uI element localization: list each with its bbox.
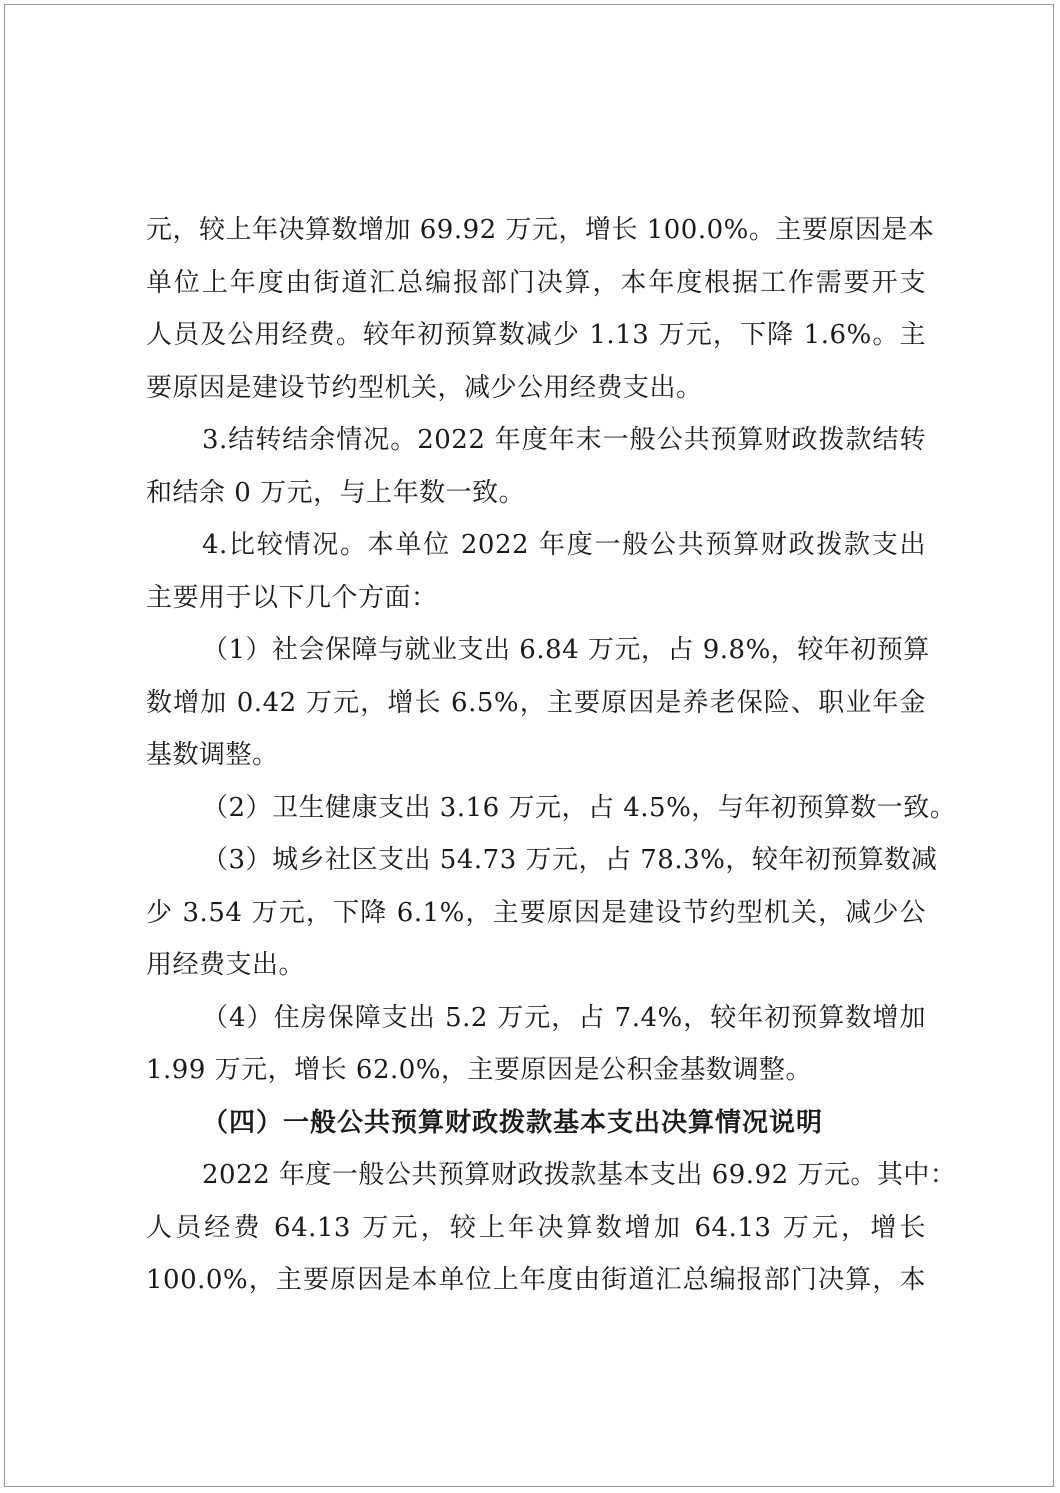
document-body: [146, 204, 957, 1307]
text-line: 数增加 0.42 万元，增长 6.5%，主要原因是养老保险、职业年金: [146, 687, 926, 718]
text-line: 和结余 0 万元，与上年数一致。: [146, 477, 526, 508]
text-line: 用经费支出。: [146, 950, 306, 980]
text-line: 元，较上年决算数增加 69.92 万元，增长 100.0%。主要原因是本: [146, 215, 935, 245]
text-line: （2）卫生健康支出 3.16 万元，占 4.5%，与年初预算数一致。: [202, 792, 957, 823]
text-line: （1）社会保障与就业支出 6.84 万元，占 9.8%，较年初预算: [202, 635, 930, 665]
text-line: 人员及公用经费。较年初预算数减少 1.13 万元，下降 1.6%。主: [146, 320, 926, 350]
text-line: 100.0%，主要原因是本单位上年度由街道汇总编报部门决算，本: [146, 1265, 926, 1295]
section-heading: （四）一般公共预算财政拨款基本支出决算情况说明: [202, 1107, 824, 1138]
text-line: 基数调整。: [146, 740, 279, 770]
text-line: 4.比较情况。本单位 2022 年度一般公共预算财政拨款支出: [202, 530, 926, 560]
text-line: 要原因是建设节约型机关，减少公用经费支出。: [146, 372, 703, 403]
document-page: [4, 4, 1054, 1487]
text-line: 人员经费 64.13 万元，较上年决算数增加 64.13 万元，增长: [146, 1212, 926, 1243]
text-line: （3）城乡社区支出 54.73 万元，占 78.3%，较年初预算数减: [202, 845, 938, 875]
text-line: 单位上年度由街道汇总编报部门决算，本年度根据工作需要开支: [146, 267, 926, 298]
text-line: （4）住房保障支出 5.2 万元，占 7.4%，较年初预算数增加: [202, 1002, 926, 1033]
text-line: 3.结转结余情况。2022 年度年末一般公共预算财政拨款结转: [202, 425, 926, 455]
text-line: 主要用于以下几个方面：: [146, 582, 438, 613]
text-line: 1.99 万元，增长 62.0%，主要原因是公积金基数调整。: [146, 1055, 813, 1085]
text-line: 少 3.54 万元，下降 6.1%，主要原因是建设节约型机关，减少公: [146, 897, 926, 928]
text-line: 2022 年度一般公共预算财政拨款基本支出 69.92 万元。其中：: [202, 1160, 957, 1190]
